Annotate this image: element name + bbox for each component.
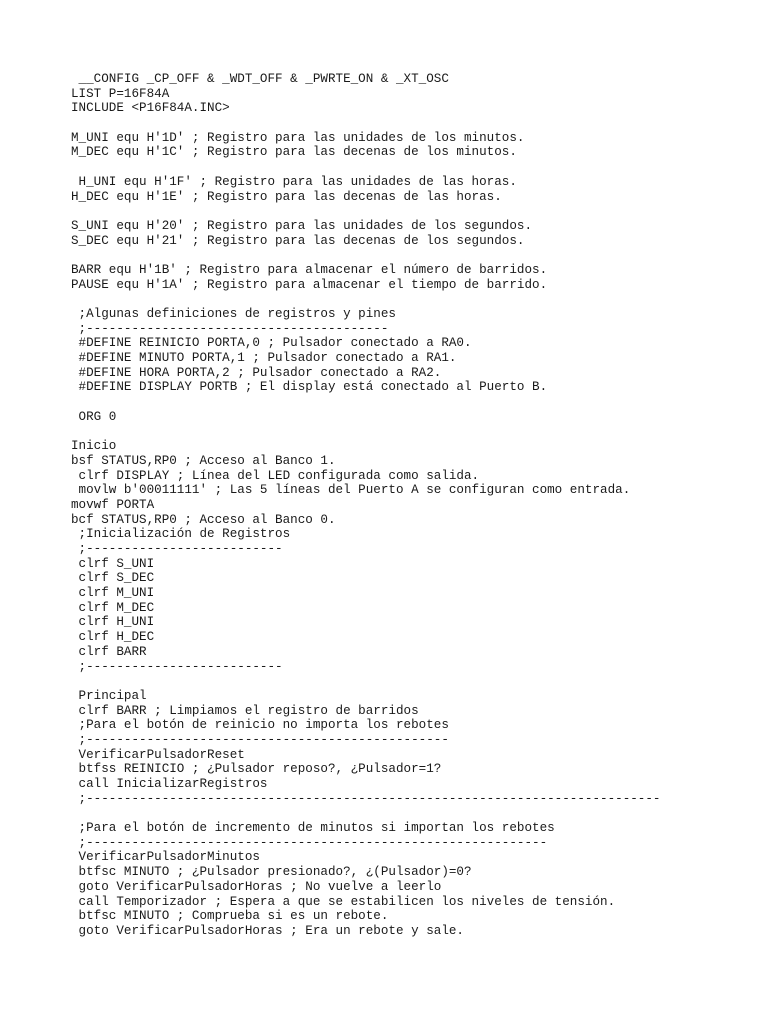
code-line: ;Inicialización de Registros xyxy=(71,527,291,542)
code-line: INCLUDE <P16F84A.INC> xyxy=(71,101,230,116)
code-line: ;------------------------------------------------ xyxy=(71,732,449,747)
code-line: Inicio xyxy=(71,439,117,454)
code-line: ;Algunas definiciones de registros y pines xyxy=(71,307,396,321)
code-line: ;Para el botón de incremento de minutos si importan los rebotes xyxy=(71,821,555,836)
code-line: M_UNI equ H'1D' ; Registro para las unidades de los minutos. xyxy=(71,130,525,145)
code-line: ;Para el botón de reinicio no importa los rebotes xyxy=(71,718,449,733)
code-listing xyxy=(71,72,660,939)
code-line: ORG 0 xyxy=(71,409,117,424)
code-line: movwf PORTA xyxy=(71,497,155,512)
code-line: #DEFINE DISPLAY PORTB ; El display está conectado al Puerto B. xyxy=(71,380,548,395)
code-line: call Temporizador ; Espera a que se estabilicen los niveles de tensión. xyxy=(71,894,616,909)
blank-line xyxy=(71,160,660,175)
code-line: clrf BARR xyxy=(71,644,147,659)
blank-line xyxy=(71,806,660,821)
code-line: goto VerificarPulsadorHoras ; Era un rebote y sale. xyxy=(71,923,464,938)
code-line: clrf BARR ; Limpiamos el registro de barridos xyxy=(71,703,419,718)
code-line: ;---------------------------------------------------------------------------- xyxy=(71,791,661,806)
code-line: ;------------------------------------------------------------- xyxy=(71,835,548,850)
blank-line xyxy=(71,116,660,131)
blank-line xyxy=(71,425,660,440)
code-line: BARR equ H'1B' ; Registro para almacenar el número de barridos. xyxy=(71,262,548,277)
blank-line xyxy=(71,248,660,263)
code-line: movlw b'00011111' ; Las 5 líneas del Puerto A se configuran como entrada. xyxy=(71,483,631,498)
code-line: Principal xyxy=(71,688,147,703)
code-line: clrf M_DEC xyxy=(71,600,155,615)
blank-line xyxy=(71,674,660,689)
code-line: VerificarPulsadorReset xyxy=(71,747,245,762)
code-line: #DEFINE HORA PORTA,2 ; Pulsador conectado a RA2. xyxy=(71,365,442,380)
code-line: btfsc MINUTO ; Comprueba si es un rebote. xyxy=(71,909,389,924)
code-line: clrf M_UNI xyxy=(71,586,155,601)
code-line: S_UNI equ H'20' ; Registro para las unidades de los segundos. xyxy=(71,218,533,233)
code-line: bsf STATUS,RP0 ; Acceso al Banco 1. xyxy=(71,453,336,468)
code-line: btfsc MINUTO ; ¿Pulsador presionado?, ¿(Pulsador)=0? xyxy=(71,865,472,880)
code-line: call InicializarRegistros xyxy=(71,777,268,791)
code-line: VerificarPulsadorMinutos xyxy=(71,850,260,865)
code-line: ;-------------------------- xyxy=(71,542,283,556)
code-line: clrf H_DEC xyxy=(71,630,155,645)
code-line: __CONFIG _CP_OFF & _WDT_OFF & _PWRTE_ON & _XT_OSC xyxy=(71,72,449,86)
blank-line xyxy=(71,204,660,219)
code-line: LIST P=16F84A xyxy=(71,86,170,101)
code-line: clrf DISPLAY ; Línea del LED configurada como salida. xyxy=(71,468,480,483)
code-line: btfss REINICIO ; ¿Pulsador reposo?, ¿Pulsador=1? xyxy=(71,762,442,777)
code-line: goto VerificarPulsadorHoras ; No vuelve a leerlo xyxy=(71,879,442,894)
code-line: PAUSE equ H'1A' ; Registro para almacenar el tiempo de barrido. xyxy=(71,277,548,292)
code-line: ;---------------------------------------- xyxy=(71,321,389,336)
code-line: clrf S_UNI xyxy=(71,556,155,571)
code-line: ;-------------------------- xyxy=(71,659,283,674)
code-line: H_DEC equ H'1E' ; Registro para las decenas de las horas. xyxy=(71,189,502,204)
code-line: clrf S_DEC xyxy=(71,571,155,586)
code-line: #DEFINE MINUTO PORTA,1 ; Pulsador conectado a RA1. xyxy=(71,351,457,366)
code-line: M_DEC equ H'1C' ; Registro para las decenas de los minutos. xyxy=(71,145,517,160)
code-line: bcf STATUS,RP0 ; Acceso al Banco 0. xyxy=(71,512,336,527)
code-line: #DEFINE REINICIO PORTA,0 ; Pulsador conectado a RA0. xyxy=(71,336,472,351)
blank-line xyxy=(71,292,660,307)
code-line: clrf H_UNI xyxy=(71,615,155,630)
blank-line xyxy=(71,395,660,410)
code-line: H_UNI equ H'1F' ; Registro para las unidades de las horas. xyxy=(71,174,517,189)
code-line: S_DEC equ H'21' ; Registro para las decenas de los segundos. xyxy=(71,233,525,248)
